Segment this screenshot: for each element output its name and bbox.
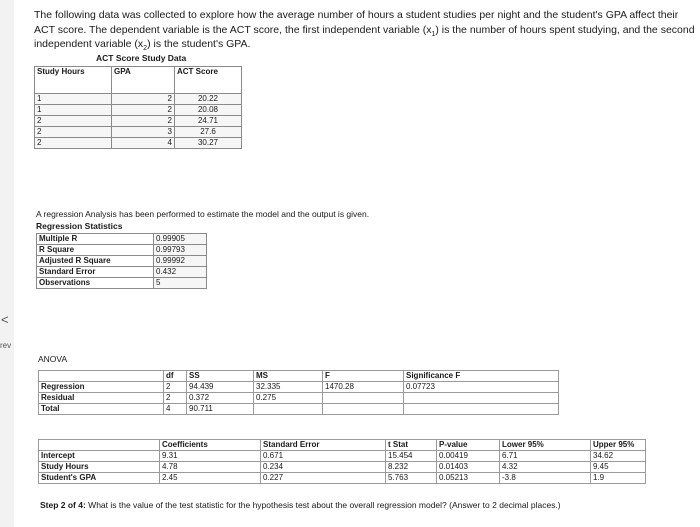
table-row <box>37 234 207 245</box>
table-header-row <box>39 371 559 382</box>
cell: 90.711 <box>187 404 254 415</box>
table-row <box>35 94 242 105</box>
regression-intro: A regression Analysis has been performed to estimate the model and the output is given. <box>36 209 370 219</box>
cell: 34.62 <box>591 451 646 462</box>
cell: 0.05213 <box>437 473 500 484</box>
cell <box>254 404 323 415</box>
col-header-f: F <box>323 371 404 382</box>
cell: 0.275 <box>254 393 323 404</box>
cell: 0.234 <box>261 462 386 473</box>
cell: 0.372 <box>187 393 254 404</box>
table-row <box>37 267 207 278</box>
question-text: What is the value of the test statistic for the hypothesis test about the overall regression model? (Answer to 2 decimal places.) <box>85 500 561 510</box>
anova-table <box>38 370 559 415</box>
cell: 20.08 <box>175 105 242 116</box>
row-label: Study Hours <box>39 462 160 473</box>
table-row <box>39 462 646 473</box>
cell: 9.45 <box>591 462 646 473</box>
stat-value: 5 <box>154 278 207 289</box>
table-row <box>39 393 559 404</box>
col-header-gpa: GPA <box>112 67 175 94</box>
cell: -3.8 <box>500 473 591 484</box>
cell <box>404 404 559 415</box>
col-header-act-score: ACT Score <box>175 67 242 94</box>
cell: 1 <box>35 94 112 105</box>
cell: 8.232 <box>386 462 437 473</box>
col-header-study-hours: Study Hours <box>35 67 112 94</box>
regression-statistics-table <box>36 233 207 289</box>
table-row <box>39 473 646 484</box>
cell: 24.71 <box>175 116 242 127</box>
table-header-row <box>39 440 646 451</box>
cell: 0.00419 <box>437 451 500 462</box>
cell: 4.78 <box>160 462 261 473</box>
cell: 2.45 <box>160 473 261 484</box>
cell: 2 <box>35 116 112 127</box>
left-nav-strip[interactable] <box>0 0 14 527</box>
chevron-left-icon[interactable]: < <box>1 312 9 327</box>
table-row <box>35 116 242 127</box>
stat-value: 0.99793 <box>154 245 207 256</box>
table-row <box>37 278 207 289</box>
cell: 1 <box>35 105 112 116</box>
stat-label: Observations <box>37 278 154 289</box>
col-header-ss: SS <box>187 371 254 382</box>
cell: 15.454 <box>386 451 437 462</box>
row-label: Total <box>39 404 164 415</box>
stat-value: 0.99905 <box>154 234 207 245</box>
table-row <box>35 138 242 149</box>
stat-label: Standard Error <box>37 267 154 278</box>
regression-statistics-title: Regression Statistics <box>36 221 123 231</box>
cell: 2 <box>112 116 175 127</box>
cell: 94.439 <box>187 382 254 393</box>
col-header-coefficients: Coefficients <box>160 440 261 451</box>
col-header-ms: MS <box>254 371 323 382</box>
cell: 2 <box>164 382 187 393</box>
cell: 4 <box>112 138 175 149</box>
table-row <box>39 382 559 393</box>
table-row <box>39 451 646 462</box>
cell: 1470.28 <box>323 382 404 393</box>
table-row <box>39 404 559 415</box>
row-label: Intercept <box>39 451 160 462</box>
cell: 27.6 <box>175 127 242 138</box>
problem-statement: The following data was collected to explore how the average number of hours a student studies per night and the student's GPA affect their ACT score. The dependent variable is the ACT score, the first independent variable $(x_1)$ is the number of hours spent studying, and the second independent variable $(x_2)$ is the student's GPA. <box>34 9 695 53</box>
table-header-row <box>35 67 242 94</box>
table-row <box>35 127 242 138</box>
cell: 2 <box>112 105 175 116</box>
cell: 0.671 <box>261 451 386 462</box>
cell: 5.763 <box>386 473 437 484</box>
stat-label: Multiple R <box>37 234 154 245</box>
row-label: Student's GPA <box>39 473 160 484</box>
step-label: Step 2 of 4: <box>40 500 86 510</box>
cell: 32.335 <box>254 382 323 393</box>
cell <box>323 404 404 415</box>
cell: 4.32 <box>500 462 591 473</box>
cell: 2 <box>35 138 112 149</box>
col-header-df: df <box>164 371 187 382</box>
cell: 1.9 <box>591 473 646 484</box>
question-prompt <box>40 500 561 510</box>
cell: 0.227 <box>261 473 386 484</box>
cell: 3 <box>112 127 175 138</box>
cell: 0.07723 <box>404 382 559 393</box>
stat-value: 0.99992 <box>154 256 207 267</box>
previous-label[interactable]: rev <box>0 341 12 350</box>
col-header-standard-error: Standard Error <box>261 440 386 451</box>
col-header-significance-f: Significance F <box>404 371 559 382</box>
cell: 2 <box>164 393 187 404</box>
stat-value: 0.432 <box>154 267 207 278</box>
cell: 6.71 <box>500 451 591 462</box>
col-header-lower-95: Lower 95% <box>500 440 591 451</box>
table-row <box>37 256 207 267</box>
cell: 2 <box>112 94 175 105</box>
table-row <box>37 245 207 256</box>
col-header <box>39 440 160 451</box>
stat-label: Adjusted R Square <box>37 256 154 267</box>
col-header-t-stat: t Stat <box>386 440 437 451</box>
cell: 2 <box>35 127 112 138</box>
cell: 4 <box>164 404 187 415</box>
col-header <box>39 371 164 382</box>
coefficients-table <box>38 439 646 484</box>
cell: 30.27 <box>175 138 242 149</box>
row-label: Residual <box>39 393 164 404</box>
col-header-p-value: P-value <box>437 440 500 451</box>
table-row <box>35 105 242 116</box>
cell: 0.01403 <box>437 462 500 473</box>
col-header-upper-95: Upper 95% <box>591 440 646 451</box>
stat-label: R Square <box>37 245 154 256</box>
cell: 20.22 <box>175 94 242 105</box>
anova-title: ANOVA <box>38 354 68 364</box>
row-label: Regression <box>39 382 164 393</box>
act-score-data-table <box>34 66 242 149</box>
cell <box>404 393 559 404</box>
cell: 9.31 <box>160 451 261 462</box>
cell <box>323 393 404 404</box>
act-table-caption: ACT Score Study Data <box>96 53 187 63</box>
